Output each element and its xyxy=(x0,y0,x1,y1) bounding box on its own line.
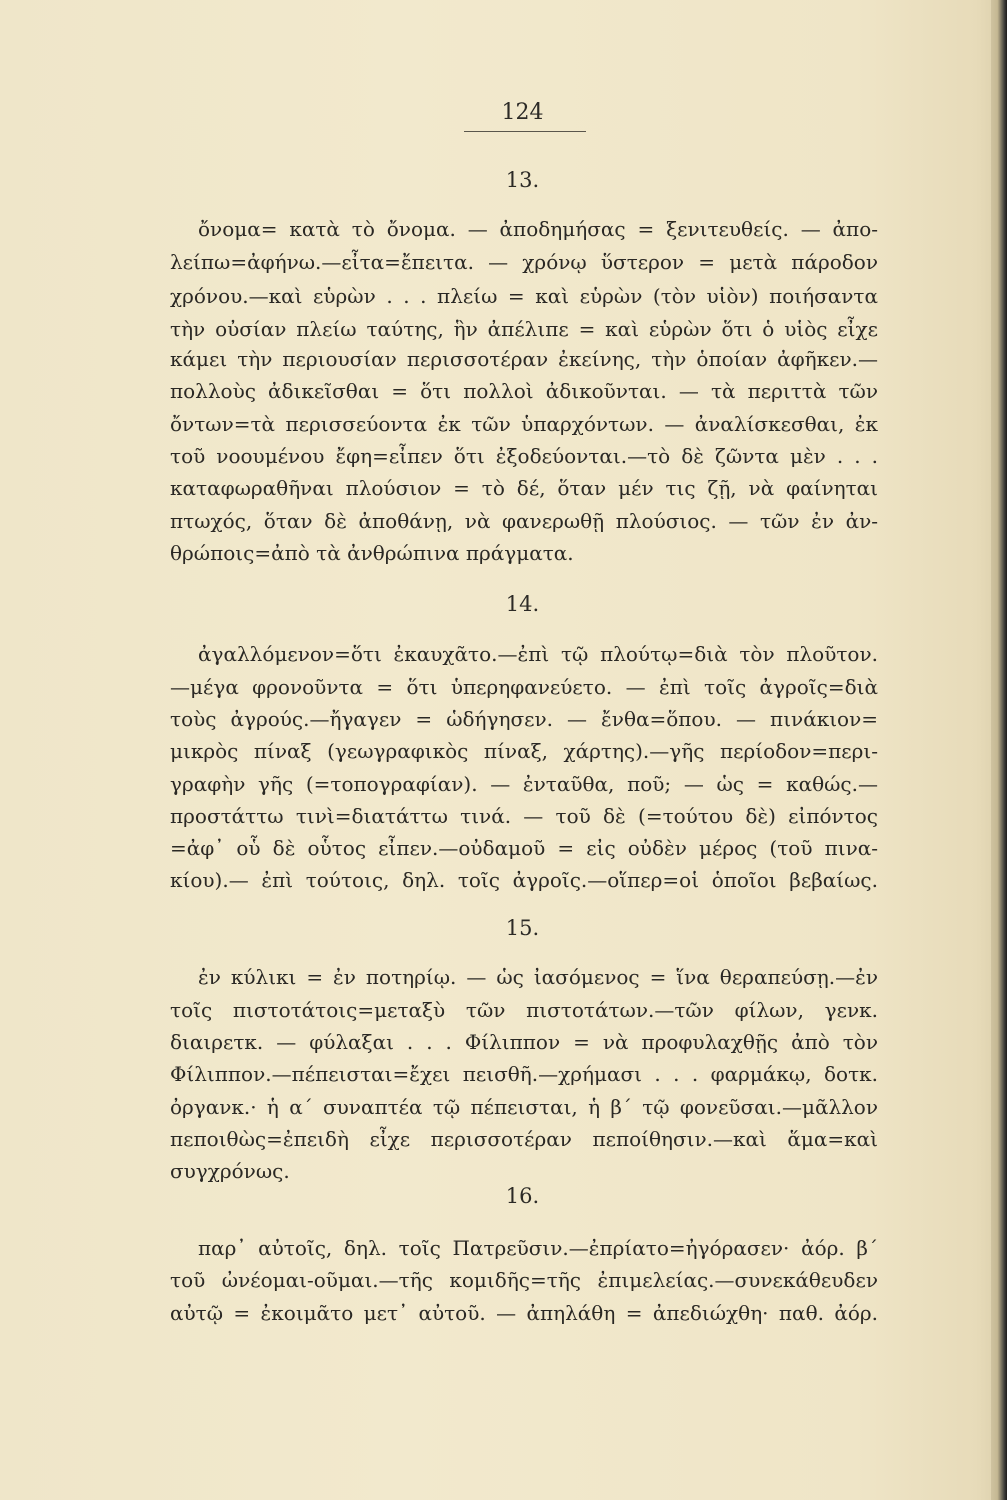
page-number: 124 xyxy=(501,100,544,125)
text-line: τοὺς ἀγρούς.—ἤγαγεν = ὡδήγησεν. — ἔνθα=ὅπου. — πινάκιον= xyxy=(170,707,878,731)
text-line: τοῦ νοουμένου ἔφη=εἶπεν ὅτι ἐξοδεύονται.—τὸ δὲ ζῶντα μὲν . . . xyxy=(170,444,878,468)
text-line: ὀργανκ.· ἡ α΄ συναπτέα τῷ πέπεισται, ἡ β΄ τῷ φονεῦσαι.—μᾶλλον xyxy=(170,1095,878,1119)
text-line: αὐτῷ = ἐκοιμᾶτο μετ᾿ αὐτοῦ. — ἀπηλάθη = ἀπεδιώχθη· παθ. ἀόρ. xyxy=(170,1301,878,1325)
text-line: —μέγα φρονοῦντα = ὅτι ὑπερηφανεύετο. — ἐπὶ τοῖς ἀγροῖς=διὰ xyxy=(170,675,878,699)
header-rule xyxy=(464,131,586,132)
text-line: τὴν οὐσίαν πλείω ταύτης, ἣν ἀπέλιπε = καὶ εὑρὼν ὅτι ὁ υἱὸς εἶχε xyxy=(170,317,878,341)
text-line: ὄντων=τὰ περισσεύοντα ἐκ τῶν ὑπαρχόντων. — ἀναλίσκεσθαι, ἐκ xyxy=(170,412,878,436)
text-line: λείπω=ἀφήνω.—εἶτα=ἔπειτα. — χρόνῳ ὕστερον = μετὰ πάροδον xyxy=(170,250,878,274)
text-line: μικρὸς πίναξ (γεωγραφικὸς πίναξ, χάρτης).—γῆς περίοδον=περι- xyxy=(170,739,878,763)
text-line: πολλοὺς ἀδικεῖσθαι = ὅτι πολλοὶ ἀδικοῦνται. — τὰ περιττὰ τῶν xyxy=(170,379,878,403)
text-line: ἀγαλλόμενον=ὅτι ἐκαυχᾶτο.—ἐπὶ τῷ πλούτῳ=διὰ τὸν πλοῦτον. xyxy=(198,642,878,666)
page-edge xyxy=(991,0,1007,1500)
text-line: ἐν κύλικι = ἐν ποτηρίῳ. — ὡς ἰασόμενος = ἵνα θεραπεύσῃ.—ἐν xyxy=(198,965,878,989)
text-line: πεποιθὼς=ἐπειδὴ εἶχε περισσοτέραν πεποίθησιν.—καὶ ἅμα=καὶ xyxy=(170,1127,878,1151)
text-line: πτωχός, ὅταν δὲ ἀποθάνῃ, νὰ φανερωθῇ πλούσιος. — τῶν ἐν ἀν- xyxy=(170,509,878,533)
text-line: συγχρόνως. xyxy=(170,1159,290,1183)
section-heading-15: 15. xyxy=(505,916,540,940)
text-line: ὄνομα= κατὰ τὸ ὄνομα. — ἀποδημήσας = ξενιτευθείς. — ἀπο- xyxy=(198,217,878,241)
text-line: προστάττω τινὶ=διατάττω τινά. — τοῦ δὲ (=τούτου δὲ) εἰπόντος xyxy=(170,804,878,828)
text-line: κάμει τὴν περιουσίαν περισσοτέραν ἐκείνης, τὴν ὁποίαν ἀφῆκεν.— xyxy=(170,347,878,371)
text-line: =ἀφ᾿ οὗ δὲ οὗτος εἶπεν.—οὐδαμοῦ = εἰς οὐδὲν μέρος (τοῦ πινα- xyxy=(170,836,878,860)
text-line: τοῖς πιστοτάτοις=μεταξὺ τῶν πιστοτάτων.—τῶν φίλων, γενκ. xyxy=(170,998,878,1022)
text-line: καταφωραθῆναι πλούσιον = τὸ δέ, ὅταν μέν τις ζῇ, νὰ φαίνηται xyxy=(170,476,878,500)
text-line: Φίλιππον.—πέπεισται=ἔχει πεισθῆ.—χρήμασι . . . φαρμάκῳ, δοτκ. xyxy=(170,1062,878,1086)
text-line: διαιρετκ. — φύλαξαι . . . Φίλιππον = νὰ προφυλαχθῇς ἀπὸ τὸν xyxy=(170,1030,878,1054)
text-line: θρώποις=ἀπὸ τὰ ἀνθρώπινα πράγματα. xyxy=(170,541,574,565)
section-heading-13: 13. xyxy=(505,168,540,192)
text-line: γραφὴν γῆς (=τοπογραφίαν). — ἐνταῦθα, ποῦ; — ὡς = καθώς.— xyxy=(170,772,878,796)
section-heading-14: 14. xyxy=(505,592,540,616)
text-line: χρόνου.—καὶ εὑρὼν . . . πλείω = καὶ εὑρὼν (τὸν υἱὸν) ποιήσαντα xyxy=(170,284,878,308)
text-line: τοῦ ὠνέομαι-οῦμαι.—τῆς κομιδῆς=τῆς ἐπιμελείας.—συνεκάθευδεν xyxy=(170,1268,878,1292)
text-line: κίου).— ἐπὶ τούτοις, δηλ. τοῖς ἀγροῖς.—οἵπερ=οἱ ὁποῖοι βεβαίως. xyxy=(170,868,878,892)
text-line: παρ᾿ αὐτοῖς, δηλ. τοῖς Πατρεῦσιν.—ἐπρίατο=ἠγόρασεν· ἀόρ. β΄ xyxy=(198,1236,878,1260)
section-heading-16: 16. xyxy=(505,1184,540,1208)
